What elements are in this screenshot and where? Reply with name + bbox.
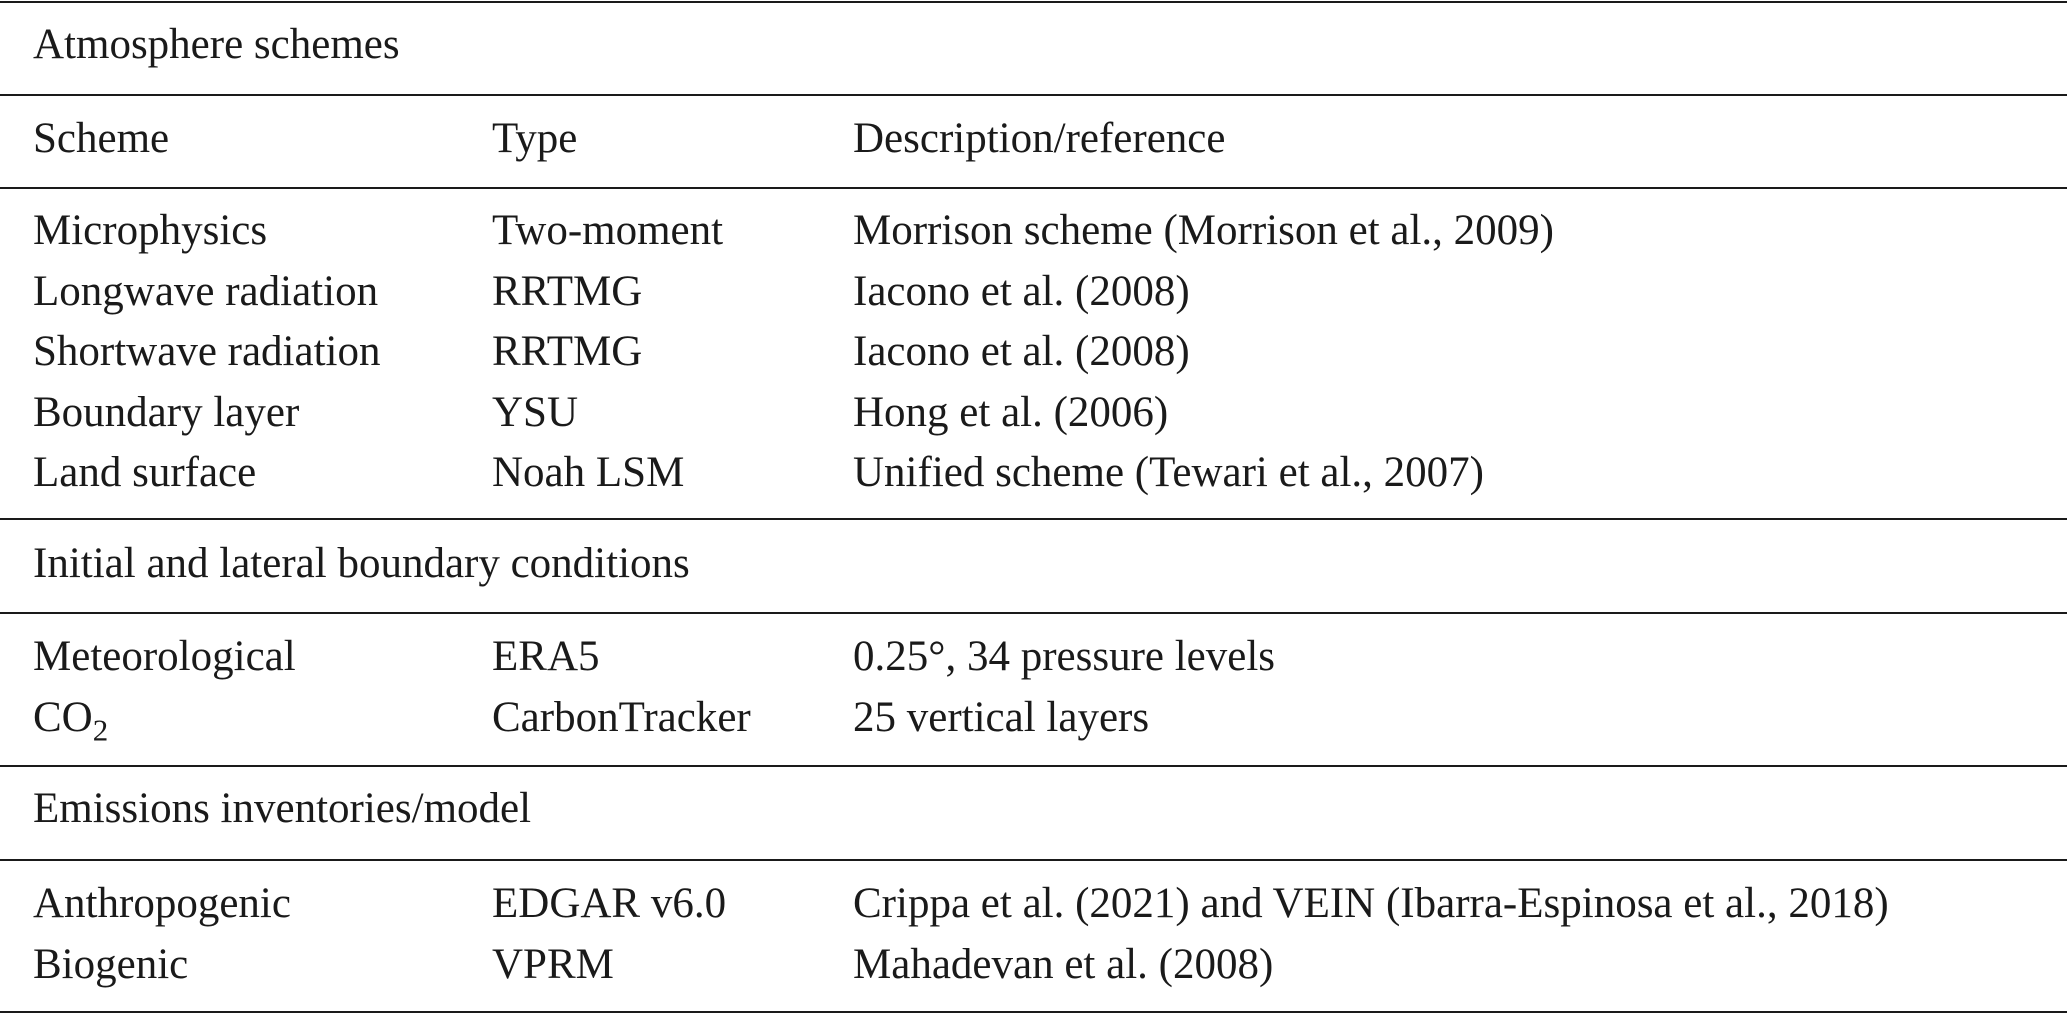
cell-type: VPRM bbox=[492, 940, 614, 988]
cell-scheme: Biogenic bbox=[33, 940, 189, 988]
cell-type: RRTMG bbox=[492, 267, 643, 315]
cell-scheme: Boundary layer bbox=[33, 388, 300, 436]
cell-type: Noah LSM bbox=[492, 449, 685, 496]
cell-description: Morrison scheme (Morrison et al., 2009) bbox=[853, 207, 1554, 254]
table-bottom-rule bbox=[0, 1011, 2067, 1013]
section-title-rule bbox=[0, 94, 2067, 96]
cell-scheme: Shortwave radiation bbox=[33, 328, 381, 375]
cell-scheme-subscript: 2 bbox=[92, 711, 109, 747]
cell-type: RRTMG bbox=[492, 328, 643, 375]
section-top-rule bbox=[0, 1, 2067, 3]
section-top-rule bbox=[0, 518, 2067, 520]
header-rule bbox=[0, 187, 2067, 189]
cell-description: 0.25°, 34 pressure levels bbox=[853, 633, 1276, 680]
column-header-desc: Description/reference bbox=[853, 115, 1226, 162]
cell-description: Iacono et al. (2008) bbox=[853, 267, 1190, 315]
cell-type: YSU bbox=[492, 388, 579, 436]
cell-type: ERA5 bbox=[492, 633, 600, 680]
cell-description: Iacono et al. (2008) bbox=[853, 328, 1190, 375]
cell-type: CarbonTracker bbox=[492, 693, 751, 741]
cell-scheme: Land surface bbox=[33, 449, 257, 496]
column-header-type: Type bbox=[492, 115, 578, 162]
cell-description: Crippa et al. (2021) and VEIN (Ibarra-Espinosa et al., 2018) bbox=[853, 880, 1889, 927]
cell-scheme: Meteorological bbox=[33, 633, 296, 680]
section-title: Atmosphere schemes bbox=[33, 21, 400, 68]
column-header-scheme: Scheme bbox=[33, 115, 170, 162]
cell-type: EDGAR v6.0 bbox=[492, 880, 727, 927]
section-title-rule bbox=[0, 859, 2067, 861]
cell-description: 25 vertical layers bbox=[853, 693, 1150, 741]
section-top-rule bbox=[0, 765, 2067, 767]
cell-scheme: Microphysics bbox=[33, 207, 268, 254]
cell-scheme: Longwave radiation bbox=[33, 267, 379, 315]
section-title: Emissions inventories/model bbox=[33, 785, 532, 832]
cell-description: Mahadevan et al. (2008) bbox=[853, 940, 1274, 988]
section-title: Initial and lateral boundary conditions bbox=[33, 540, 690, 587]
cell-description: Hong et al. (2006) bbox=[853, 388, 1169, 436]
cell-description: Unified scheme (Tewari et al., 2007) bbox=[853, 449, 1484, 496]
cell-scheme: Anthropogenic bbox=[33, 880, 291, 927]
section-title-rule bbox=[0, 612, 2067, 614]
cell-type: Two-moment bbox=[492, 207, 724, 254]
cell-scheme: $CO_2$ bbox=[33, 693, 109, 747]
